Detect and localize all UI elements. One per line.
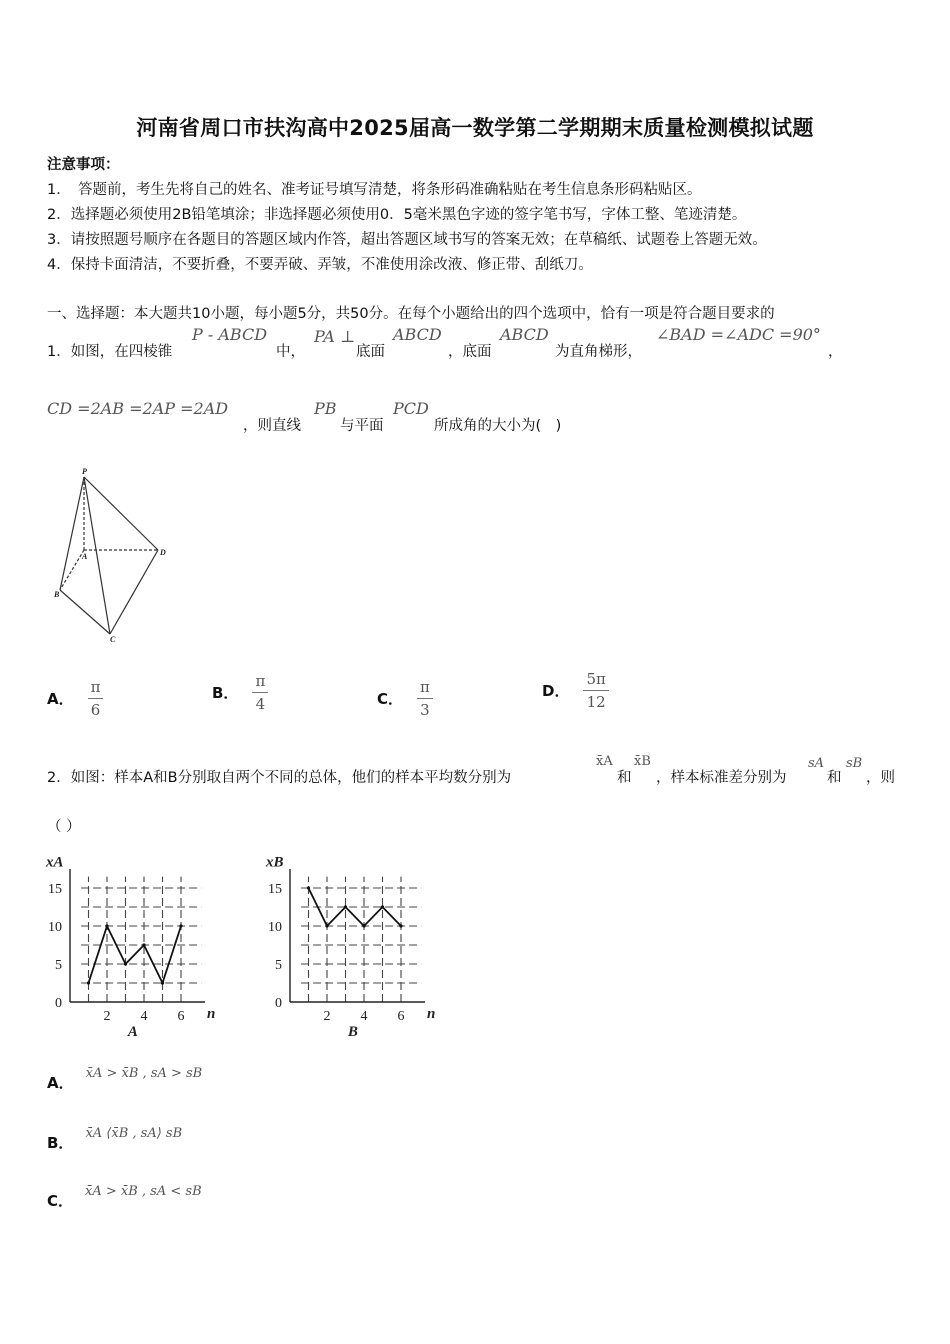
option-fraction: $\frac{\pi}{6}$ bbox=[88, 678, 104, 719]
notes-heading: 注意事项： bbox=[47, 157, 120, 173]
vertex-label-d: D bbox=[160, 548, 166, 557]
option-label: C． bbox=[377, 690, 404, 708]
q2-math-1: x̄A bbox=[596, 754, 613, 769]
q1-text-9: 所成角的大小为( ) bbox=[434, 418, 562, 434]
q1-text-7: ，则直线 bbox=[243, 418, 301, 434]
q1-math-1: P - ABCD bbox=[192, 325, 268, 344]
q1-text-4: ，底面 bbox=[448, 344, 492, 360]
option-fraction: $\frac{5\pi}{12}$ bbox=[583, 670, 608, 711]
y-tick-label: 10 bbox=[268, 920, 282, 935]
option-expression: x̄A > x̄B , sA < sB bbox=[85, 1184, 202, 1199]
q1-text-6: ， bbox=[828, 344, 843, 360]
vertex-label-c: C bbox=[110, 635, 116, 642]
chart-b bbox=[262, 842, 462, 1038]
chart-a bbox=[40, 842, 250, 1038]
data-point bbox=[142, 943, 145, 946]
q1-math-8: PCD bbox=[393, 399, 429, 418]
data-point bbox=[87, 981, 90, 984]
series-line bbox=[89, 926, 182, 983]
q1-text-8: 与平面 bbox=[340, 418, 384, 434]
data-point bbox=[362, 924, 365, 927]
y-axis-label: xB bbox=[266, 854, 284, 871]
data-point bbox=[344, 905, 347, 908]
x-axis-label: n bbox=[207, 1006, 216, 1022]
x-tick-label: 6 bbox=[397, 1009, 405, 1024]
data-point bbox=[105, 924, 108, 927]
q1-option-d[interactable] bbox=[542, 670, 609, 711]
q2-math-2: x̄B bbox=[634, 754, 651, 769]
option-label: C． bbox=[47, 1192, 74, 1210]
q2-text-2: 和 bbox=[617, 770, 632, 786]
data-point bbox=[124, 962, 127, 965]
q2-option-c[interactable] bbox=[47, 1178, 202, 1210]
y-tick-label: 10 bbox=[48, 920, 62, 935]
q2-text-4: 和 bbox=[827, 770, 842, 786]
q2-option-b[interactable] bbox=[47, 1120, 183, 1152]
q1-text-3: 底面 bbox=[356, 344, 385, 360]
vertex-label-p: P bbox=[82, 467, 87, 476]
panel-label: B bbox=[347, 1024, 358, 1038]
q2-text-1: 2．如图：样本A和B分别取自两个不同的总体，他们的样本平均数分别为 bbox=[47, 770, 512, 786]
option-fraction: $\frac{\pi}{3}$ bbox=[417, 678, 433, 719]
y-tick-label: 5 bbox=[55, 958, 62, 973]
panel-label: A bbox=[127, 1024, 138, 1038]
x-tick-label: 6 bbox=[177, 1009, 185, 1024]
section-heading: 一、选择题：本大题共10小题，每小题5分，共50分。在每个小题给出的四个选项中，恰有一项是符合题目要求的 bbox=[47, 306, 775, 322]
option-label: B． bbox=[47, 1134, 74, 1152]
q1-math-3: ABCD bbox=[393, 325, 442, 344]
q2-math-4: sB bbox=[846, 756, 863, 771]
y-axis-label: xA bbox=[46, 854, 64, 871]
option-label: A． bbox=[47, 690, 74, 708]
option-expression: x̄A > x̄B , sA > sB bbox=[85, 1066, 203, 1081]
q2-math-3: sA bbox=[808, 756, 825, 771]
data-point bbox=[325, 924, 328, 927]
q1-text-1: 1．如图，在四棱锥 bbox=[47, 344, 173, 360]
q1-math-7: PB bbox=[314, 399, 337, 418]
x-tick-label: 4 bbox=[360, 1009, 368, 1024]
data-point bbox=[161, 981, 164, 984]
q1-math-5: ∠BAD =∠ADC =90° bbox=[656, 325, 821, 344]
x-tick-label: 2 bbox=[323, 1009, 331, 1024]
q1-text-5: 为直角梯形， bbox=[555, 344, 642, 360]
data-point bbox=[399, 924, 402, 927]
data-point bbox=[307, 886, 310, 889]
data-point bbox=[179, 924, 182, 927]
y-tick-label: 0 bbox=[55, 996, 62, 1011]
vertex-label-b: B bbox=[54, 590, 60, 599]
q1-math-2: PA ⊥ bbox=[314, 327, 355, 346]
q2-option-a[interactable] bbox=[47, 1060, 203, 1092]
y-tick-label: 5 bbox=[275, 958, 282, 973]
option-expression: x̄A ⟨x̄B , sA⟩ sB bbox=[85, 1126, 183, 1141]
page-title: 河南省周口市扶沟高中2025届高一数学第二学期期末质量检测模拟试题 bbox=[136, 116, 814, 140]
note-item-2: 2．选择题必须使用2B铅笔填涂；非选择题必须使用0．5毫米黑色字迹的签字笔书写，字体工整、笔迹清楚。 bbox=[47, 207, 747, 223]
q1-option-a[interactable] bbox=[47, 678, 103, 719]
q1-text-2: 中， bbox=[276, 344, 305, 360]
y-tick-label: 15 bbox=[268, 882, 282, 897]
note-item-1: 1． 答题前，考生先将自己的姓名、准考证号填写清楚，将条形码准确粘贴在考生信息条形码粘贴区。 bbox=[47, 182, 702, 198]
note-item-3: 3．请按照题号顺序在各题目的答题区域内作答，超出答题区域书写的答案无效；在草稿纸、试题卷上答题无效。 bbox=[47, 232, 767, 248]
q2-text-5: ，则 bbox=[866, 770, 895, 786]
pyramid-figure bbox=[48, 462, 178, 642]
option-fraction: $\frac{\pi}{4}$ bbox=[252, 672, 268, 713]
x-tick-label: 2 bbox=[103, 1009, 111, 1024]
x-tick-label: 4 bbox=[140, 1009, 148, 1024]
x-axis-label: n bbox=[427, 1006, 436, 1022]
option-label: A． bbox=[47, 1074, 74, 1092]
option-label: D． bbox=[542, 682, 570, 700]
note-item-4: 4．保持卡面清洁，不要折叠，不要弄破、弄皱，不准使用涂改液、修正带、刮纸刀。 bbox=[47, 257, 593, 273]
vertex-label-a: A bbox=[82, 552, 88, 561]
q1-option-c[interactable] bbox=[377, 678, 433, 719]
data-point bbox=[381, 905, 384, 908]
option-label: B． bbox=[212, 684, 239, 702]
q2-answer-paren: （ ） bbox=[47, 819, 81, 835]
y-tick-label: 15 bbox=[48, 882, 62, 897]
q1-math-4: ABCD bbox=[500, 325, 549, 344]
q1-math-6: CD =2AB =2AP =2AD bbox=[47, 399, 229, 418]
q1-option-b[interactable] bbox=[212, 672, 268, 713]
q2-text-3: ，样本标准差分别为 bbox=[656, 770, 787, 786]
y-tick-label: 0 bbox=[275, 996, 282, 1011]
